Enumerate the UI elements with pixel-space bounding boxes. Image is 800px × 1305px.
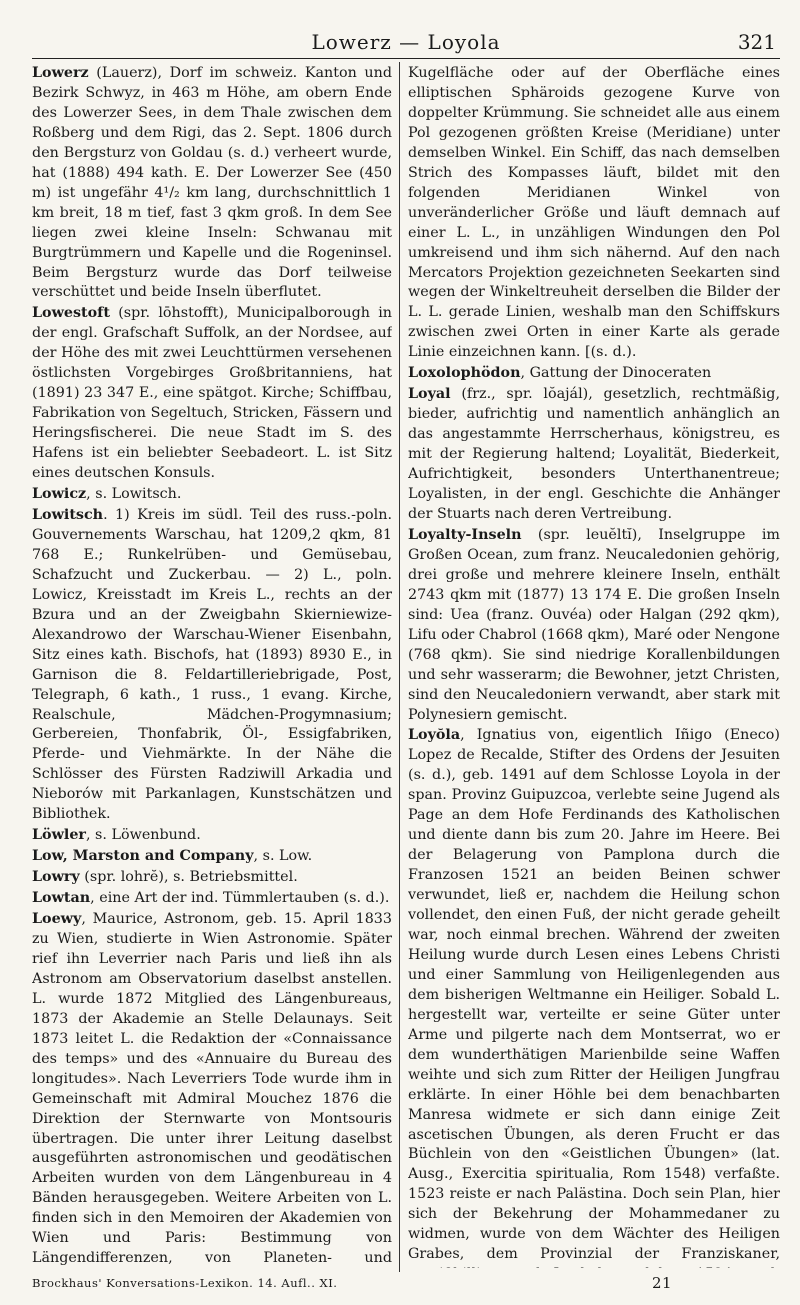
entry-text: , Gattung der Dinoceraten	[520, 365, 712, 382]
entry-headword: Loyal	[408, 386, 451, 403]
dictionary-entry	[408, 726, 780, 1268]
entry-headword: Lowitsch	[32, 506, 104, 523]
page-footer	[32, 1276, 780, 1296]
footer-imprint: Brockhaus' Konversations-Lexikon. 14. Aufl.. XI.	[32, 1276, 338, 1290]
entry-headword: Lowicz	[32, 486, 87, 503]
entry-headword: Lowestoft	[32, 305, 110, 322]
entry-headword: Löwler	[32, 827, 86, 844]
dictionary-entry	[32, 485, 392, 505]
dictionary-entry	[32, 910, 392, 1268]
sheet-signature: 21	[652, 1274, 673, 1292]
entry-text: , Ignatius von, eigentlich Iñigo (Eneco) Lopez de Recalde, Stifter des Ordens der Jesuiten (s. d.), geb. 1491 auf dem Schlosse Loyola in der span. Provinz Guipuzcoa, verlebte seine Jugend als Page an dem Hofe Ferdinands des Katholischen und diente dann bis zum 20. Jahre im Heere. Bei der Belagerung von Pamplona durch die Franzosen 1521 an beiden Beinen schwer verwundet, ließ er, nachdem die Heilung schon vollendet, den einen Fuß, der nicht gerade geheilt war, noch einmal brechen. Während der zweiten Heilung wurde durch Lesen eines Lebens Christi und einer Sammlung von Heiligenlegenden aus dem bisherigen Weltmanne ein Heiliger. Sobald L. hergestellt war, verteilte er seine Güter unter Arme und pilgerte nach dem Montserrat, wo er dem wunderthätigen Marienbilde seine Waffen weihte und sich zum Ritter der Heiligen Jungfrau erklärte. In einer Höhle bei dem benachbarten Manresa widmete er sich dann einige Zeit ascetischen Übungen, als deren Frucht er das Büchlein von den «Geistlichen Übungen» (lat. Ausg., Exercitia spiritualia, Rom 1548) verfaßte. 1523 reiste er nach Palästina. Doch sein Plan, hier sich der Bekehrung der Mohammedaner zu widmen, wurde von dem Wächter des Heiligen Grabes, dem Provinzial der Franziskaner,	[408, 727, 780, 1263]
page-number: 321	[737, 30, 776, 54]
dictionary-entry	[408, 385, 780, 525]
entry-text: Kugelfläche oder auf der Oberfläche eines elliptischen Sphäroids gezogene Kurve von doppelter Krümmung. Sie schneidet alle aus einem Pol gezogenen größten Kreise (Meridiane) unter demselben Winkel. Ein Schiff, das nach demselben Strich des Kompasses läuft, bildet mit den folgenden Meridianen Winkel von unveränderlicher Größe und läuft demnach auf einer L. L., in unzähligen Windungen den Pol umkreisend und ihm sich nähernd. Auf den nach Mercators Projektion gezeichneten Seekarten sind wegen der Winkeltreuheit derselben die Bilder der L. L. gerade Linien, weshalb man den Schiffskurs zwischen zwei Orten in einer Karte als gerade Linie einzeichnen kann. [(s. d.).	[408, 65, 780, 361]
dictionary-entry	[408, 364, 780, 384]
entry-headword: Low, Marston and Company	[32, 848, 254, 865]
entry-text: , s. Löwenbund.	[85, 827, 201, 844]
entry-text: , s. Low.	[253, 848, 313, 865]
entry-headword: Loxolophödon	[408, 365, 521, 382]
entry-text: (Lauerz), Dorf im schweiz. Kanton und Bezirk Schwyz, in 463 m Höhe, am obern Ende des Lowerzer Sees, in dem Thale zwischen dem Roßberg und dem Rigi, das 2. Sept. 1806 durch den Bergsturz von Goldau (s. d.) verheert wurde, hat (1888) 494 kath. E. Der Lowerzer See (450 m) ist ungefähr 4¹/₂ km lang, durchschnittlich 1 km breit, 18 m tief, fast 3 qkm groß. In dem See liegen zwei kleine Inseln: Schwanau mit Burgtrümmern und Kapelle und die Rogeninsel. Beim Bergsturz wurde das Dorf teilweise verschüttet und beide Inseln überflutet.	[32, 65, 392, 301]
column-divider	[399, 62, 400, 1272]
entry-text: , Maurice, Astronom, geb. 15. April 1833 zu Wien, studierte in Wien Astronomie. Später rief ihn Leverrier nach Paris und ließ ihn als Astronom am Observatorium daselbst anstellen. L. wurde 1872 Mitglied des Längenbureaus, 1873 der Akademie an Stelle Delaunays. Seit 1873 leitet L. die Redaktion der «Connaissance des temps» und des «Annuaire du Bureau des longitudes». Nach Leverriers Tode wurde ihm in Gemeinschaft mit Admiral Mouchez 1876 die Direktion der Sternwarte von Montsouris übertragen. Die unter ihrer Leitung daselbst ausgeführten astronomischen und geodätischen Arbeiten wurden von dem Längenbureau in 4 Bänden herausgegeben. Weitere Arbeiten von L. finden sich in den Memoiren der Akademien von Wien und Paris: Bestimmung von Längendifferenzen, von Planeten- und	[32, 911, 392, 1267]
right-column	[408, 64, 780, 1268]
dictionary-entry	[32, 868, 392, 888]
dictionary-entry	[32, 826, 392, 846]
entry-text: . 1) Kreis im südl. Teil des russ.-poln. Gouvernements Warschau, hat 1209,2 qkm, 81 768 E.; Runkelrüben- und Gemüsebau, Schafzucht und Zuckerbau. — 2) L., poln. Lowicz, Kreisstadt im Kreis L., rechts an der Bzura und an der Zweigbahn Skierniewize-Alexandrowo der Warschau-Wiener Eisenbahn, Sitz eines kath. Bischofs, hat (1893) 8930 E., in Garnison die 8. Feldartilleriebrigade, Post, Telegraph, 6 kath., 1 russ., 1 evang. Kirche, Realschule, Mädchen-Progymnasium; Gerbereien, Thonfabrik, Öl-, Essigfabriken, Pferde- und Viehmärkte. In der Nähe die Schlösser des Fürsten Radziwill Arkadia und Nieborów mit Parkanlagen, Kunstschätzen und Bibliothek.	[32, 506, 392, 823]
entry-text: , s. Lowitsch.	[86, 486, 182, 503]
dictionary-entry	[32, 304, 392, 484]
entry-headword: Lowerz	[32, 65, 89, 81]
dictionary-entry	[32, 64, 392, 303]
dictionary-entry	[408, 64, 780, 363]
entry-text: , eine Art der ind. Tümmlertauben (s. d.).	[90, 890, 390, 907]
dictionary-entry	[32, 847, 392, 867]
entry-headword: Lowry	[32, 869, 80, 886]
page-header	[32, 26, 780, 59]
dictionary-entry	[408, 526, 780, 726]
entry-headword: Lowtan	[32, 890, 91, 907]
entry-headword: Loyalty-Inseln	[408, 526, 522, 543]
entry-text: (spr. leuĕltĭ), Inselgruppe im Großen Ocean, zum franz. Neucaledonien gehörig, drei große und mehrere kleinere Inseln, enthält 2743 qkm mit (1877) 13 174 E. Die großen Inseln sind: Uea (franz. Ouvéa) oder Halgan (292 qkm), Lifu oder Chabrol (1668 qkm), Maré oder Nengone (768 qkm). Sie sind niedrige Korallenbildungen und sehr wasserarm; die Bewohner, jetzt Christen, sind den Neucaledoniern verwandt, aber stark mit Polynesiern gemischt.	[408, 526, 780, 723]
dictionary-entry	[32, 889, 392, 909]
entry-headword: Loewy	[32, 911, 82, 928]
entry-text: (spr. lohrĕ), s. Betriebsmittel.	[79, 869, 298, 886]
dictionary-entry	[32, 506, 392, 825]
entry-text: (frz., spr. lŏajál), gesetzlich, rechtmäßig, bieder, aufrichtig und namentlich anhänglich an das angestammte Herrscherhaus, königstreu, es mit der Regierung haltend; Loyalität, Biederkeit, Aufrichtigkeit, besonders Unterthanentreue; Loyalisten, in der engl. Geschichte die Anhänger der Stuarts nach deren Vertreibung.	[408, 386, 780, 522]
left-column	[32, 64, 392, 1268]
running-title: Lowerz — Loyola	[311, 30, 501, 54]
entry-text: (spr. lōhstofft), Municipalborough in der engl. Grafschaft Suffolk, an der Nordsee, auf der Höhe des mit zwei Leuchttürmen versehenen östlichsten Vorgebirges Großbritanniens, hat (1891) 23 347 E., eine spätgot. Kirche; Schiffbau, Fabrikation von Segeltuch, Stricken, Fässern und Heringsfischerei. Die neue Stadt im S. des Hafens ist ein beliebter Seebadeort. L. ist Sitz eines deutschen Konsuls.	[32, 305, 392, 482]
entry-headword: Loyŏla	[408, 727, 461, 744]
